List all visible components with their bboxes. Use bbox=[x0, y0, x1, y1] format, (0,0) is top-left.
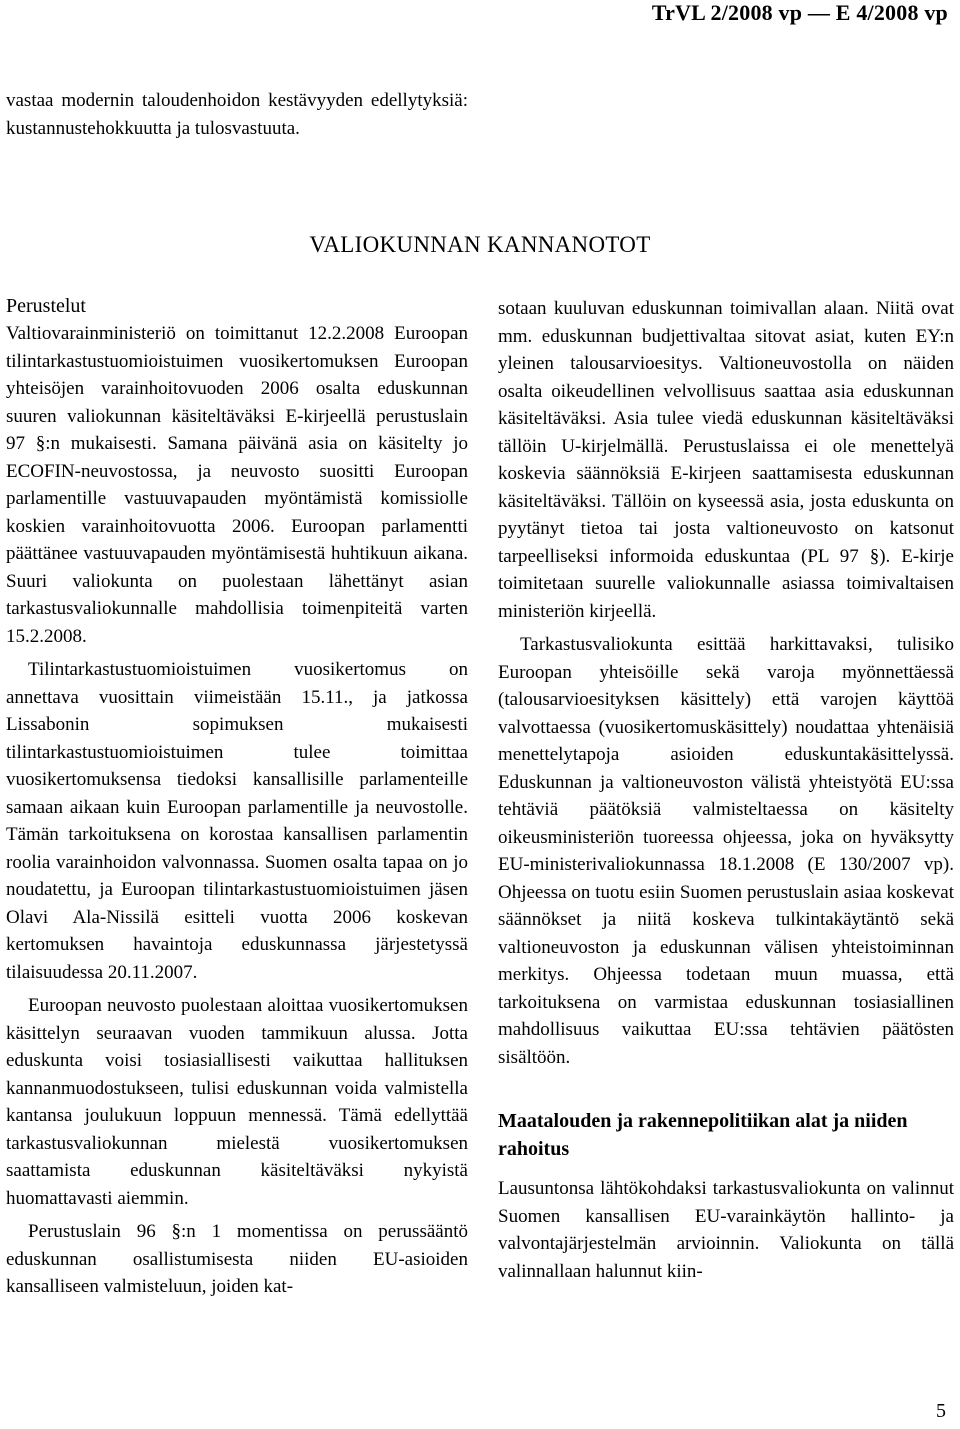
section-title: VALIOKUNNAN KANNANOTOT bbox=[309, 232, 651, 257]
left-paragraph-1: Valtiovarainministeriö on toimittanut 12.2.2008 Euroopan tilintarkastustuomioistuimen vuosikertomuksen Euroopan yhteisöjen varainhoitovuoden 2006 osalta eduskunnan suuren valiokunnan käsiteltäväksi E-kirjeellä perustuslain 97 §:n mukaisesti. Samana päivänä asia on käsitelty jo ECOFIN-neuvostossa, ja neuvosto suositti Euroopan parlamentille vastuuvapauden myöntämistä komissiolle koskien varainhoitovuotta 2006. Euroopan parlamentti päättänee vastuuvapauden myöntämisestä huhtikuun aikana. Suuri valiokunta on puolestaan lähettänyt asian tarkastusvaliokunnalle mahdollisia toimenpiteitä varten 15.2.2008. bbox=[6, 323, 468, 647]
left-subheading: Perustelut bbox=[6, 295, 86, 317]
intro-paragraph: vastaa modernin taloudenhoidon kestävyyden edellytyksiä: kustannustehokkuutta ja tulosvastuuta. bbox=[6, 90, 468, 139]
page-number: 5 bbox=[936, 1400, 946, 1422]
left-paragraph-4: Perustuslain 96 §:n 1 momentissa on perussääntö eduskunnan osallistumisesta niiden EU-asioiden kansalliseen valmisteluun, joiden kat- bbox=[6, 1221, 468, 1297]
left-paragraph-3: Euroopan neuvosto puolestaan aloittaa vuosikertomuksen käsittelyn seuraavan vuoden tammikuun alussa. Jotta eduskunta voisi tosiasiallisesti vaikuttaa hallituksen kannanmuodostukseen, tulisi eduskunnan voida valmistella kantansa joulukuun loppuun mennessä. Tämä edellyttää tarkastusvaliokunnan mielestä vuosikertomuksen saattamista eduskunnan käsiteltäväksi nykyistä huomattavasti aiemmin. bbox=[6, 995, 468, 1209]
right-column bbox=[498, 295, 954, 1285]
right-closing-paragraph: Lausuntonsa lähtökohdaksi tarkastusvaliokunta on valinnut Suomen kansallisen EU-varainkäytön hallinto- ja valvontajärjestelmän arvioinnin. Valiokunta on tällä valinnallaan halunnut kiin- bbox=[498, 1178, 954, 1282]
left-paragraph-2: Tilintarkastustuomioistuimen vuosikertomus on annettava vuosittain viimeistään 15.11., ja jatkossa Lissabonin sopimuksen mukaisesti tilintarkastustuomioistuimen tulee toimittaa vuosikertomuksensa tiedoksi kansallisille parlamenteille samaan aikaan kuin Euroopan parlamentille ja neuvostolle. Tämän tarkoituksena on korostaa kansallisen parlamentin roolia varainhoidon valvonnassa. Suomen osalta tapaa on jo noudatettu, ja Euroopan tilintarkastustuomioistuimen jäsen Olavi Ala-Nissilä esitteli vuotta 2006 koskevan kertomuksen havaintoja eduskunnassa järjestetyssä tilaisuudessa 20.11.2007. bbox=[6, 659, 468, 983]
left-column bbox=[6, 292, 468, 1301]
right-paragraph-2: Tarkastusvaliokunta esittää harkittavaksi, tulisiko Euroopan yhteisöille sekä varoja myönnettäessä (talousarvioesityksen käsittely) että varojen käyttöä valvottaessa (vuosikertomuskäsittely) noudattaa yhtenäisiä menettelytapoja asioiden eduskuntakäsittelyssä. Eduskunnan ja valtioneuvoston välistä yhteistyötä EU:ssa tehtäviä päätöksiä valmisteltaessa on käsitelty oikeusministeriön tuoreessa ohjeessa, joka on hyväksytty EU-ministerivaliokunnassa 18.1.2008 (E 130/2007 vp). Ohjeessa on tuotu esiin Suomen perustuslain asiaa koskevat säännökset ja niitä koskeva tulkintakäytäntö sekä valtioneuvoston ja eduskunnan välisen yhteistoiminnan merkitys. Ohjeessa todetaan muun muassa, että tarkoituksena on varmistaa eduskunnan tosiasiallinen mahdollisuus vaikuttaa EU:ssa tehtävien päätösten sisältöön. bbox=[498, 634, 954, 1068]
right-subheading: Maatalouden ja rakennepolitiikan alat ja niiden rahoitus bbox=[498, 1110, 908, 1160]
running-head: TrVL 2/2008 vp — E 4/2008 vp bbox=[651, 0, 948, 25]
right-paragraph-1: sotaan kuuluvan eduskunnan toimivallan alaan. Niitä ovat mm. eduskunnan budjettivaltaa sitovat asiat, kuten EY:n yleinen talousarvioesitys. Valtioneuvostolla on näiden osalta oikeudellinen velvollisuus saattaa asia eduskunnan käsiteltäväksi. Asia tulee viedä eduskunnan käsiteltäväksi tällöin U-kirjelmällä. Perustuslaissa ei ole menettelyä koskevia säännöksiä E-kirjeen saattamisesta eduskunnan käsiteltäväksi. Tällöin on kyseessä asia, josta eduskunta on pyytänyt tietoa tai josta valtioneuvosto on katsonut tarpeelliseksi informoida eduskuntaa (PL 97 §). E-kirje toimitetaan suurelle valiokunnalle asiassa toimivaltaisen ministeriön kirjeellä. bbox=[498, 298, 954, 622]
